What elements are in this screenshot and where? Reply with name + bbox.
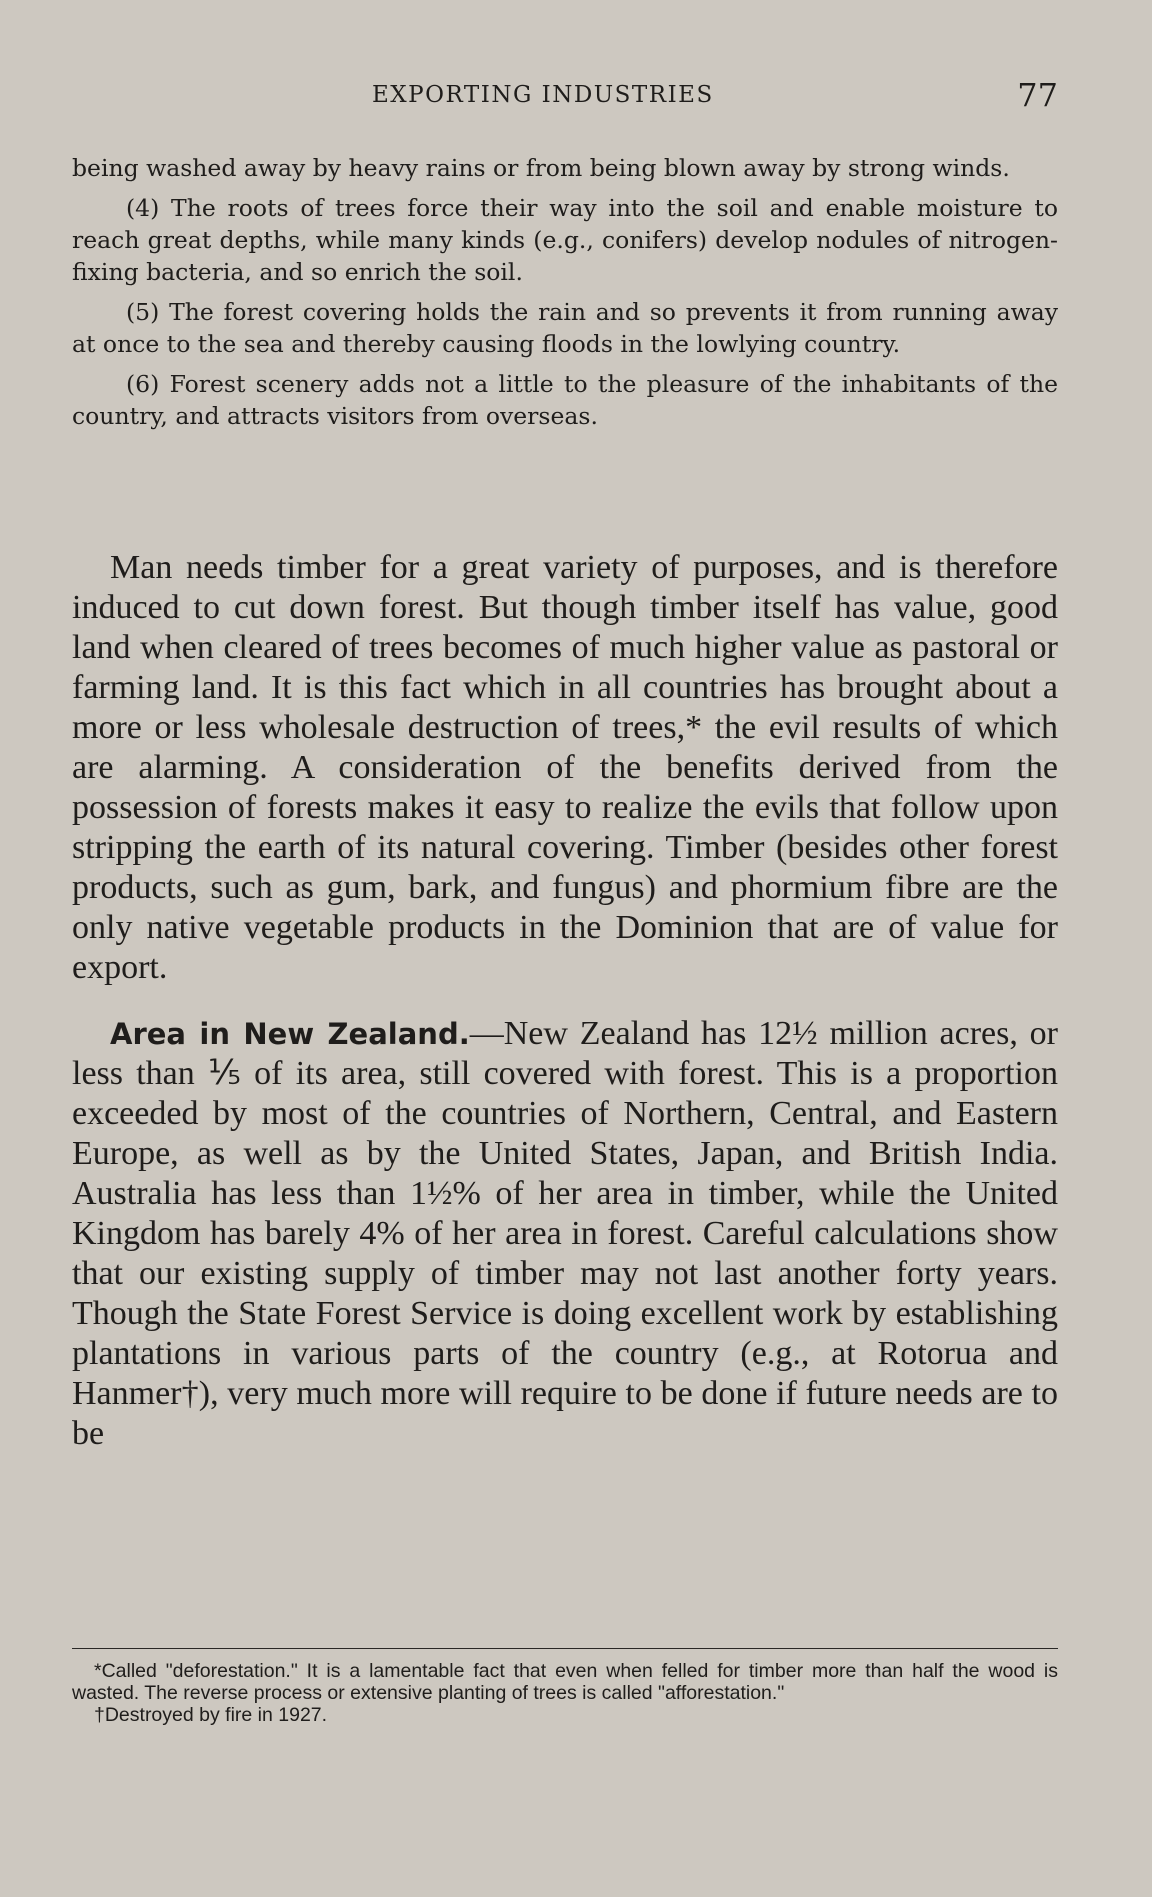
list-item: (4) The roots of trees force their way into the soil and enable moisture to reach great depths, while many kinds (e.g., conifers) develop nodules of nitrogen-fixing bacteria, and so enrich the soil. [72, 194, 1058, 286]
running-title: EXPORTING INDUSTRIES [372, 82, 714, 108]
main-text [72, 548, 1058, 1480]
footnote: †Destroyed by fire in 1927. [94, 1704, 328, 1726]
running-head [72, 76, 1058, 116]
footnotes [72, 1660, 1058, 1726]
section-heading: Area in New Zealand. [110, 1017, 470, 1051]
list-item: (5) The forest covering holds the rain and so prevents it from running away at once to the sea and thereby causing floods in the lowlying country. [72, 298, 1058, 358]
small-print-list [72, 152, 1058, 440]
section-body: —New Zealand has 12½ million acres, or less than ⅕ of its area, still covered with forest. This is a proportion exceeded by most of the countries of Northern, Central, and Eastern Europe, as well as by the United States, Japan, and British India. Australia has less than 1½% of her area in timber, while the United Kingdom has barely 4% of her area in forest. Careful calculations show that our existing supply of timber may not last another forty years. Though the State Forest Service is doing excellent work by establishing plantations in various parts of the country (e.g., at Rotorua and Hanmer†), very much more will require to be done if future needs are to be [72, 1015, 1058, 1452]
list-item: (6) Forest scenery adds not a little to the pleasure of the inhabitants of the country, and attracts visitors from overseas. [72, 370, 1058, 430]
section-paragraph [72, 1014, 1058, 1454]
continued-paragraph: being washed away by heavy rains or from being blown away by strong winds. [72, 154, 1010, 182]
body-paragraph: Man needs timber for a great variety of purposes, and is therefore induced to cut down forest. But though timber itself has value, good land when cleared of trees becomes of much higher value as pastoral or farming land. It is this fact which in all countries has brought about a more or less wholesale destruction of trees,* the evil results of which are alarming. A consideration of the benefits derived from the possession of forests makes it easy to realize the evils that follow upon stripping the earth of its natural covering. Timber (besides other forest products, such as gum, bark, and fungus) and phormium fibre are the only native vegetable products in the Dominion that are of value for export. [72, 549, 1058, 986]
book-page [72, 0, 1058, 1897]
page-number: 77 [1017, 76, 1058, 114]
footnote: *Called "deforestation." It is a lamentable fact that even when felled for timber more than half the wood is wasted. The reverse process or extensive planting of trees is called "afforestation." [72, 1660, 1058, 1704]
footnote-divider [72, 1648, 1058, 1649]
